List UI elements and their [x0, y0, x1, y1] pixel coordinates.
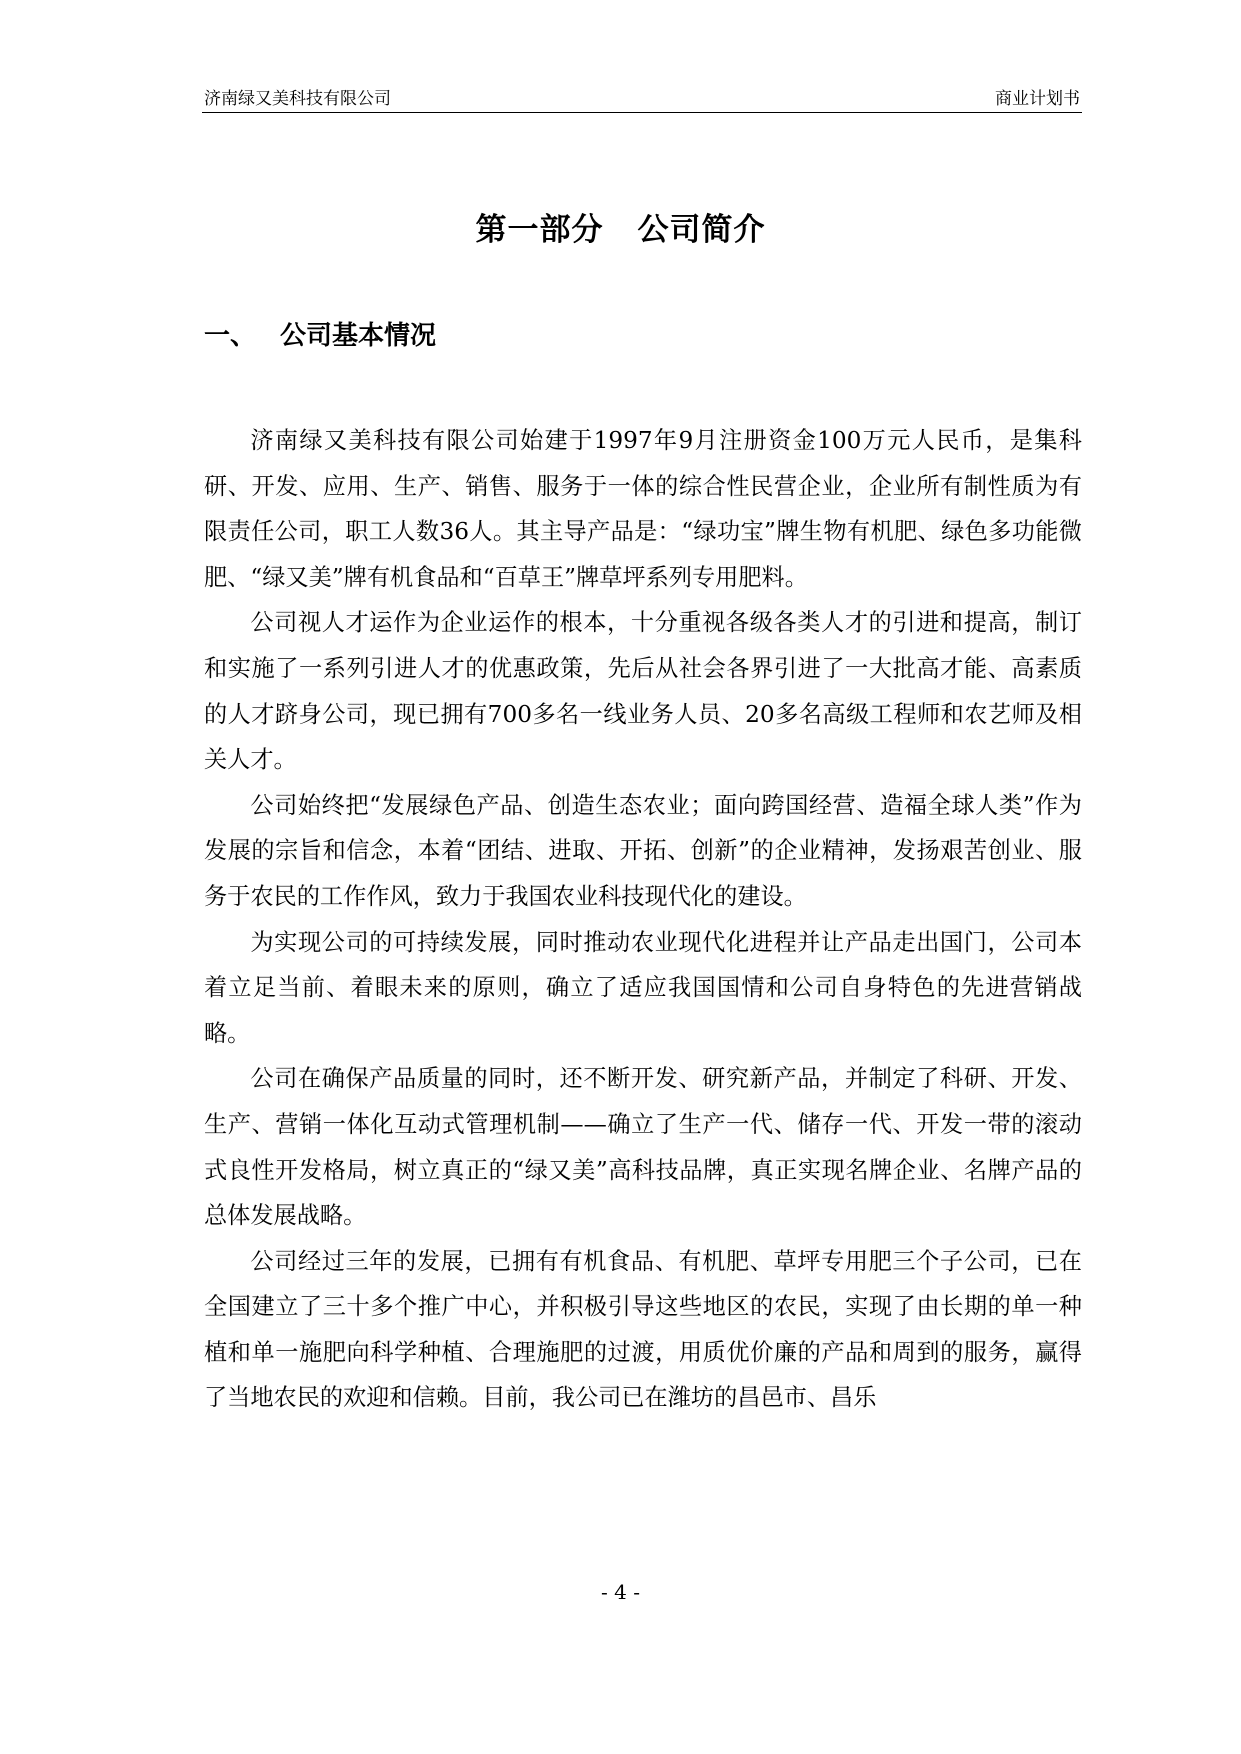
- page-number: - 4 -: [601, 1580, 640, 1604]
- part-label: 第一部分: [475, 212, 604, 248]
- part-title: [0, 208, 1241, 252]
- section-title-text: 公司基本情况: [280, 321, 437, 351]
- paragraph: 公司在确保产品质量的同时，还不断开发、研究新产品，并制定了科研、开发、生产、营销一体化互动式管理机制——确立了生产一代、储存一代、开发一带的滚动式良性开发格局，树立真正的“绿又美”高科技品牌，真正实现名牌企业、名牌产品的总体发展战略。: [204, 1065, 1082, 1230]
- section-heading: [204, 316, 436, 356]
- part-title-text: 公司简介: [637, 212, 766, 248]
- paragraph: 为实现公司的可持续发展，同时推动农业现代化进程并让产品走出国门，公司本着立足当前、着眼未来的原则，确立了适应我国国情和公司自身特色的先进营销战略。: [204, 928, 1082, 1047]
- paragraph: 济南绿又美科技有限公司始建于1997年9月注册资金100万元人民币，是集科研、开发、应用、生产、销售、服务于一体的综合性民营企业，企业所有制性质为有限责任公司，职工人数36人。其主导产品是：“绿功宝”牌生物有机肥、绿色多功能微肥、“绿又美”牌有机食品和“百草王”牌草坪系列专用肥料。: [204, 427, 1082, 591]
- header-document-type: 商业计划书: [995, 89, 1080, 109]
- header-company-name: 济南绿又美科技有限公司: [204, 89, 391, 109]
- paragraph: 公司始终把“发展绿色产品、创造生态农业；面向跨国经营、造福全球人类”作为发展的宗旨和信念，本着“团结、进取、开拓、创新”的企业精神，发扬艰苦创业、服务于农民的工作作风，致力于我国农业科技现代化的建设。: [204, 791, 1082, 910]
- page-header: [202, 86, 1082, 113]
- section-number: 一、: [204, 321, 257, 351]
- body-text: [204, 418, 1082, 1421]
- paragraph: 公司经过三年的发展，已拥有有机食品、有机肥、草坪专用肥三个子公司，已在全国建立了三十多个推广中心，并积极引导这些地区的农民，实现了由长期的单一种植和单一施肥向科学种植、合理施肥的过渡，用质优价廉的产品和周到的服务，赢得了当地农民的欢迎和信赖。目前，我公司已在潍坊的昌邑市、昌乐: [204, 1247, 1082, 1412]
- paragraph: 公司视人才运作为企业运作的根本，十分重视各级各类人才的引进和提高，制订和实施了一系列引进人才的优惠政策，先后从社会各界引进了一大批高才能、高素质的人才跻身公司，现已拥有700多名一线业务人员、20多名高级工程师和农艺师及相关人才。: [204, 609, 1082, 774]
